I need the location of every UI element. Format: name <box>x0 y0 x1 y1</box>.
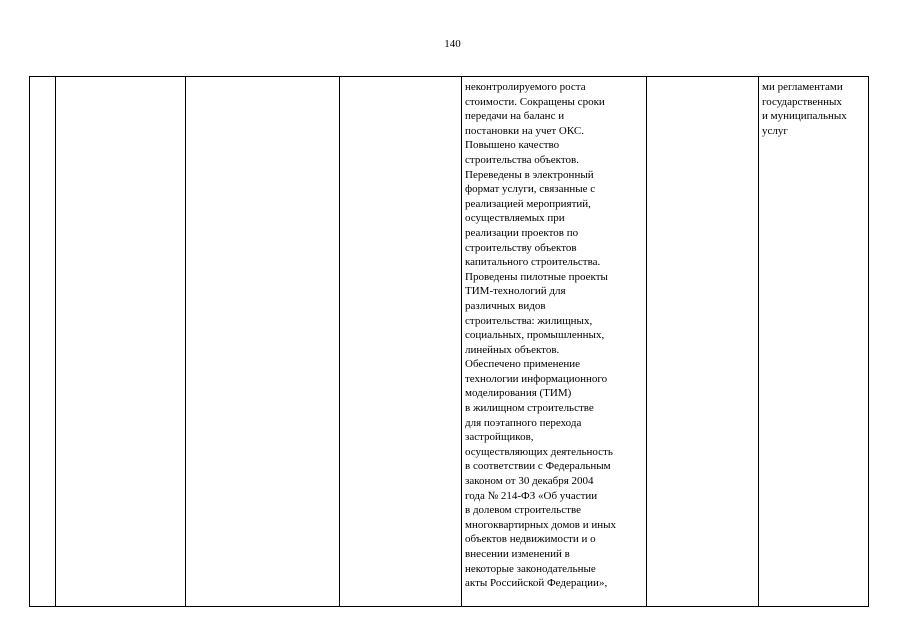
text-line: осуществляющих деятельность <box>465 445 613 458</box>
text-line: неконтролируемого роста <box>465 81 586 93</box>
text-line: многоквартирных домов и иных <box>465 518 617 531</box>
cell-number <box>30 77 56 607</box>
cell-results <box>462 77 647 607</box>
text-line: Проведены пилотные проекты <box>465 270 608 283</box>
cell-col-2 <box>56 77 186 607</box>
text-line: в жилищном строительстве <box>465 402 594 415</box>
text-line: внесении изменений в <box>465 548 570 560</box>
cell-col-7 <box>759 77 869 607</box>
text-line: реализацией мероприятий, <box>465 197 591 210</box>
document-table <box>29 76 869 607</box>
text-line: постановки на учет ОКС. <box>465 124 585 137</box>
text-line: различных видов <box>465 299 546 312</box>
text-line: формат услуги, связанные с <box>465 183 596 196</box>
text-line: акты Российской Федерации», <box>465 577 608 590</box>
text-line: государственных <box>762 95 842 108</box>
text-line: осуществляемых при <box>465 212 565 225</box>
regulations-text <box>762 80 865 138</box>
text-line: строительства: жилищных, <box>465 314 593 327</box>
results-text <box>465 80 643 591</box>
text-line: строительству объектов <box>465 241 577 254</box>
text-line: ми регламентами <box>762 81 843 93</box>
text-line: строительства объектов. <box>465 153 579 166</box>
text-line: Переведены в электронный <box>465 168 594 181</box>
cell-col-6 <box>647 77 759 607</box>
text-line: услуг <box>762 124 788 137</box>
text-line: технологии информационного <box>465 372 608 385</box>
cell-col-3 <box>186 77 340 607</box>
text-line: в долевом строительстве <box>465 504 581 517</box>
text-line: стоимости. Сокращены сроки <box>465 95 605 108</box>
text-line: Обеспечено применение <box>465 358 581 371</box>
text-line: объектов недвижимости и о <box>465 533 596 546</box>
text-line: застройщиков, <box>465 431 534 444</box>
text-line: ТИМ-технологий для <box>465 285 566 298</box>
text-line: для поэтапного перехода <box>465 416 582 429</box>
text-line: некоторые законодательные <box>465 562 596 575</box>
cell-col-4 <box>340 77 462 607</box>
table-row <box>30 77 869 607</box>
text-line: капитального строительства. <box>465 256 601 269</box>
text-line: социальных, промышленных, <box>465 329 605 342</box>
text-line: линейных объектов. <box>465 343 560 356</box>
text-line: законом от 30 декабря 2004 <box>465 475 594 488</box>
text-line: передачи на баланс и <box>465 110 565 123</box>
text-line: Повышено качество <box>465 139 560 152</box>
text-line: и муниципальных <box>762 110 847 123</box>
text-line: года № 214-ФЗ «Об участии <box>465 489 598 502</box>
text-line: моделирования (ТИМ) <box>465 387 572 400</box>
text-line: реализации проектов по <box>465 226 579 239</box>
text-line: в соответствии с Федеральным <box>465 460 611 473</box>
page-number: 140 <box>444 38 461 50</box>
